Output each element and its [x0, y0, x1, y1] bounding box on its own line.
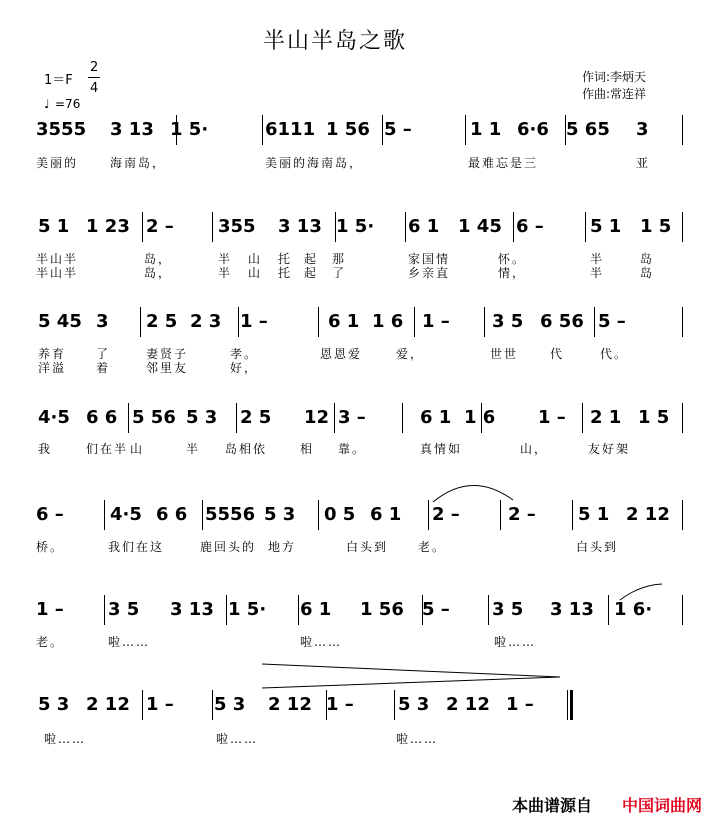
note-group: 2 –	[432, 504, 460, 525]
note-group: 2 –	[146, 216, 174, 237]
note-group: 5 –	[384, 119, 412, 140]
note-group: 1 56	[326, 119, 370, 140]
bar-line	[326, 690, 327, 720]
bar-line	[484, 307, 485, 337]
bar-line	[682, 403, 683, 433]
lyric-text: 啦……	[108, 635, 151, 649]
lyric-text: 起	[304, 266, 319, 280]
lyric-text: 妻贤子	[146, 347, 189, 361]
lyric-text: 我们在这	[108, 540, 165, 554]
note-group: 6 1	[328, 311, 360, 332]
lyric-text: 代。	[600, 347, 629, 361]
note-group: 3 5	[492, 599, 524, 620]
bar-line	[465, 115, 466, 145]
bar-line	[608, 595, 609, 625]
note-group: 1 –	[422, 311, 450, 332]
lyric-text: 半山半	[36, 252, 79, 266]
lyric-text: 恩恩爱	[320, 347, 363, 361]
lyric-text: 邻里友	[146, 361, 189, 375]
note-group: 2 12	[446, 694, 490, 715]
bar-line	[104, 595, 105, 625]
note-group: 1 –	[36, 599, 64, 620]
note-group: 1 5·	[336, 216, 375, 237]
bar-line	[394, 690, 395, 720]
lyric-text: 托	[278, 266, 293, 280]
bar-line	[382, 115, 383, 145]
note-group: 3 13	[110, 119, 154, 140]
lyric-text: 啦……	[494, 635, 537, 649]
note-group: 3	[96, 311, 109, 332]
bar-line	[202, 500, 203, 530]
lyric-text: 友好架	[588, 442, 631, 456]
note-group: 3 13	[278, 216, 322, 237]
note-group: 5 3	[38, 694, 70, 715]
lyric-text: 桥。	[36, 540, 65, 554]
lyric-text: 半	[590, 266, 605, 280]
note-group: 5 56	[132, 407, 176, 428]
bar-line	[334, 403, 335, 433]
bar-line	[402, 403, 403, 433]
bar-line	[513, 212, 514, 242]
note-group: 4·5	[110, 504, 142, 525]
footer-site-link[interactable]: 中国词曲网	[622, 796, 703, 815]
lyric-text: 半	[218, 252, 233, 266]
lyric-text: 岛，	[144, 266, 173, 280]
tempo-marking: =76	[55, 97, 81, 111]
hairpin-upper-line	[262, 664, 560, 677]
note-group: 5 3	[398, 694, 430, 715]
note-group: 1 –	[240, 311, 268, 332]
bar-line	[318, 307, 319, 337]
bar-line	[128, 403, 129, 433]
lyric-text: 啦……	[216, 732, 259, 746]
lyric-text: 山	[248, 252, 263, 266]
bar-line	[682, 500, 683, 530]
note-group: 3 5	[492, 311, 524, 332]
note-group: 1 –	[506, 694, 534, 715]
lyric-text: 鹿回头的	[200, 540, 257, 554]
lyric-text: 半山半	[36, 266, 79, 280]
page-title: 半山半岛之歌	[262, 29, 407, 54]
key-signature: 1＝F	[44, 73, 73, 88]
bar-line	[422, 595, 423, 625]
composer-credit: 作曲:常连祥	[582, 87, 647, 101]
bar-line	[104, 500, 105, 530]
bar-line	[405, 212, 406, 242]
note-group: 12	[304, 407, 330, 428]
lyric-text: 那	[332, 252, 347, 266]
note-group: 355	[218, 216, 256, 237]
lyric-text: 啦……	[300, 635, 343, 649]
note-group: 6 56	[540, 311, 584, 332]
note-group: 5 65	[566, 119, 610, 140]
lyric-text: 岛相依	[225, 442, 268, 456]
lyric-text: 了	[332, 266, 347, 280]
bar-line	[335, 212, 336, 242]
bar-line	[682, 307, 683, 337]
bar-line	[582, 403, 583, 433]
note-group: 5 3	[264, 504, 296, 525]
bar-line	[572, 500, 573, 530]
lyric-text: 白头到	[346, 540, 389, 554]
lyric-text: 孝。	[230, 347, 259, 361]
bar-line	[414, 307, 415, 337]
lyric-text: 半	[186, 442, 201, 456]
note-group: 3 13	[170, 599, 214, 620]
lyric-text: 老。	[418, 540, 447, 554]
lyric-text: 相	[300, 442, 315, 456]
note-group: 6 –	[516, 216, 544, 237]
footer-source-label: 本曲谱源自	[512, 796, 593, 815]
lyric-text: 半	[590, 252, 605, 266]
note-group: 1 –	[146, 694, 174, 715]
note-group: 6 1	[420, 407, 452, 428]
lyric-text: 亚	[636, 156, 651, 170]
note-group: 1 –	[538, 407, 566, 428]
lyricist-credit: 作词:李炳天	[582, 70, 647, 84]
note-group: 4·5	[38, 407, 70, 428]
bar-line	[682, 115, 683, 145]
lyric-text: 海南岛，	[110, 156, 167, 170]
bar-line	[212, 212, 213, 242]
time-signature-bottom: 4	[90, 81, 99, 96]
lyric-text: 美丽的	[36, 156, 79, 170]
bar-line	[142, 212, 143, 242]
lyric-text: 好，	[230, 361, 259, 375]
note-group: 1 6	[372, 311, 404, 332]
note-group: 5 1	[590, 216, 622, 237]
note-group: 1 5·	[228, 599, 267, 620]
note-group: 3555	[36, 119, 87, 140]
lyric-text: 半	[218, 266, 233, 280]
bar-line	[682, 212, 683, 242]
bar-line	[176, 115, 177, 145]
note-group: 5 1	[38, 216, 70, 237]
lyric-text: 们在半	[86, 442, 129, 456]
note-group: 5556	[205, 504, 256, 525]
lyric-text: 山	[248, 266, 263, 280]
note-group: 6·6	[517, 119, 549, 140]
note-group: 3 5	[108, 599, 140, 620]
lyric-text: 靠。	[338, 442, 367, 456]
bar-line	[565, 115, 566, 145]
bar-line	[262, 115, 263, 145]
note-group: 5 –	[598, 311, 626, 332]
note-group: 3 –	[338, 407, 366, 428]
lyric-text: 了	[96, 347, 111, 361]
note-group: 1 5·	[170, 119, 209, 140]
lyric-text: 岛，	[144, 252, 173, 266]
lyric-text: 真情如	[420, 442, 463, 456]
lyric-text: 白头到	[576, 540, 619, 554]
note-group: 2 5	[146, 311, 178, 332]
bar-line	[585, 212, 586, 242]
bar-line	[428, 500, 429, 530]
note-group: 2 5	[240, 407, 272, 428]
bar-line	[500, 500, 501, 530]
bar-line	[238, 307, 239, 337]
note-group: 5 3	[214, 694, 246, 715]
note-group: 1 –	[326, 694, 354, 715]
lyric-text: 家国情	[408, 252, 451, 266]
slur-arc	[433, 485, 513, 502]
time-signature-top: 2	[90, 60, 99, 75]
lyric-text: 洋溢	[38, 361, 67, 375]
note-group: 5 3	[186, 407, 218, 428]
note-group: 6 6	[156, 504, 188, 525]
lyric-text: 托	[278, 252, 293, 266]
slur-arc	[620, 584, 662, 600]
lyric-text: 山	[130, 442, 145, 456]
lyric-text: 岛	[640, 266, 655, 280]
lyric-text: 岛	[640, 252, 655, 266]
note-group: 1 5	[638, 407, 670, 428]
lyric-text: 养育	[38, 347, 67, 361]
note-group: 1 1	[470, 119, 502, 140]
bar-line	[318, 500, 319, 530]
note-group: 6 6	[86, 407, 118, 428]
bar-line	[594, 307, 595, 337]
note-group: 3	[636, 119, 649, 140]
lyric-text: 我	[38, 442, 53, 456]
note-group: 1 56	[360, 599, 404, 620]
quarter-note-icon: ♩	[44, 97, 50, 111]
note-group: 6 –	[36, 504, 64, 525]
note-group: 2 3	[190, 311, 222, 332]
note-group: 2 12	[626, 504, 670, 525]
bar-line	[236, 403, 237, 433]
note-group: 1 6·	[614, 599, 653, 620]
note-group: 0 5	[324, 504, 356, 525]
bar-line	[481, 403, 482, 433]
time-signature-line	[88, 77, 100, 78]
note-group: 2 12	[86, 694, 130, 715]
lyric-text: 乡亲直	[408, 266, 451, 280]
final-barline	[567, 690, 573, 720]
note-group: 2 12	[268, 694, 312, 715]
bar-line	[682, 595, 683, 625]
note-group: 1 5	[640, 216, 672, 237]
lyric-text: 爱，	[396, 347, 425, 361]
lyric-text: 着	[96, 361, 111, 375]
note-group: 5 45	[38, 311, 82, 332]
lyric-text: 代	[550, 347, 565, 361]
lyric-text: 啦……	[44, 732, 87, 746]
lyric-text: 怀。	[498, 252, 527, 266]
note-group: 3 13	[550, 599, 594, 620]
note-group: 6 1	[300, 599, 332, 620]
lyric-text: 最难忘是三	[468, 156, 539, 170]
lyric-text: 世世	[490, 347, 519, 361]
lyric-text: 山，	[520, 442, 549, 456]
note-group: 6 1	[370, 504, 402, 525]
bar-line	[140, 307, 141, 337]
lyric-text: 起	[304, 252, 319, 266]
hairpin-lower-line	[262, 677, 560, 688]
lyric-text: 地方	[268, 540, 297, 554]
note-group: 2 1	[590, 407, 622, 428]
lyric-text: 老。	[36, 635, 65, 649]
note-group: 6111	[265, 119, 316, 140]
note-group: 5 –	[422, 599, 450, 620]
note-group: 1 23	[86, 216, 130, 237]
note-group: 5 1	[578, 504, 610, 525]
bar-line	[212, 690, 213, 720]
bar-line	[488, 595, 489, 625]
lyric-text: 啦……	[396, 732, 439, 746]
note-group: 6 1	[408, 216, 440, 237]
bar-line	[298, 595, 299, 625]
bar-line	[142, 690, 143, 720]
lyric-text: 美丽的海南岛，	[265, 156, 364, 170]
note-group: 1 6	[464, 407, 496, 428]
lyric-text: 情，	[498, 266, 527, 280]
bar-line	[226, 595, 227, 625]
note-group: 1 45	[458, 216, 502, 237]
note-group: 2 –	[508, 504, 536, 525]
